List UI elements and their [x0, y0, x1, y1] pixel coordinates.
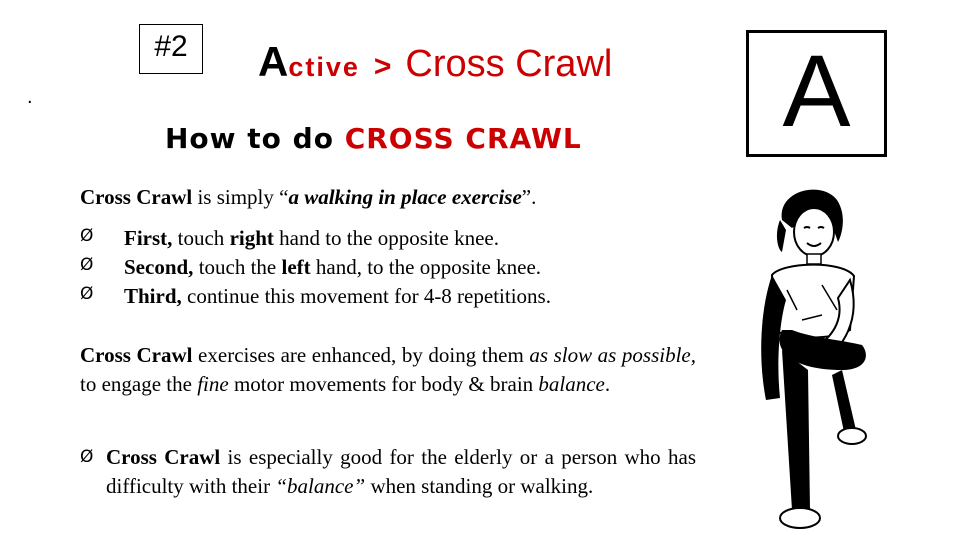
arrow-bullet-icon: Ø [80, 226, 94, 246]
title-first-letter: A [258, 38, 289, 85]
slide-title [258, 38, 612, 86]
para-text: exercises are enhanced, by doing them [192, 343, 530, 367]
step-bold: right [229, 226, 274, 250]
step-text: hand, to the opposite knee. [310, 255, 542, 279]
para-italic: as slow as possible, [529, 343, 696, 367]
arrow-bullet-icon: Ø [80, 284, 94, 304]
intro-italic: a walking in place exercise [288, 185, 522, 209]
decorative-dot: . [27, 86, 33, 108]
elderly-note [80, 443, 696, 500]
title-separator: > [373, 50, 392, 83]
title-subject: Cross Crawl [405, 43, 613, 85]
arrow-bullet-icon: Ø [80, 447, 94, 467]
step-item [80, 226, 551, 255]
corner-letter: A [782, 34, 851, 148]
para-italic: balance [538, 371, 605, 396]
step-bold: First, [124, 226, 173, 250]
para-bold: Cross Crawl [80, 343, 193, 367]
intro-text: is simply “ [192, 185, 289, 209]
steps-list [80, 226, 551, 313]
para-italic: fine [197, 371, 229, 396]
slide-subtitle [165, 122, 582, 155]
step-bold: Second, [124, 255, 194, 279]
step-item [80, 255, 551, 284]
title-active: ctive [288, 52, 360, 82]
step-bold: Third, [124, 284, 182, 308]
para-text: motor movements for body & brain [228, 371, 539, 396]
corner-letter-box [746, 30, 887, 157]
para-text: to engage the [80, 371, 198, 396]
slide-number-box: #2 [139, 24, 203, 74]
subtitle-emphasis: CROSS CRAWL [344, 122, 582, 155]
arrow-bullet-icon: Ø [80, 255, 94, 275]
note-italic: “balance” [275, 473, 366, 498]
intro-end: ”. [521, 185, 537, 209]
step-item [80, 284, 551, 313]
note-text: is especially good for the elderly or a person who has difficulty with their [106, 445, 696, 498]
para-text: . [604, 371, 611, 396]
cross-crawl-figure-illustration [752, 180, 872, 540]
subtitle-lead: How to do [165, 122, 345, 155]
step-text: touch the [193, 255, 282, 279]
enhancement-paragraph [80, 341, 696, 398]
step-text: hand to the opposite knee. [273, 226, 500, 250]
step-bold: left [281, 255, 311, 279]
step-text: touch [172, 226, 230, 250]
intro-bold: Cross Crawl [80, 185, 193, 209]
note-bold: Cross Crawl [106, 445, 221, 469]
step-text: continue this movement for 4-8 repetitions. [181, 284, 551, 308]
intro-line [80, 185, 536, 210]
note-text: when standing or walking. [365, 473, 594, 498]
